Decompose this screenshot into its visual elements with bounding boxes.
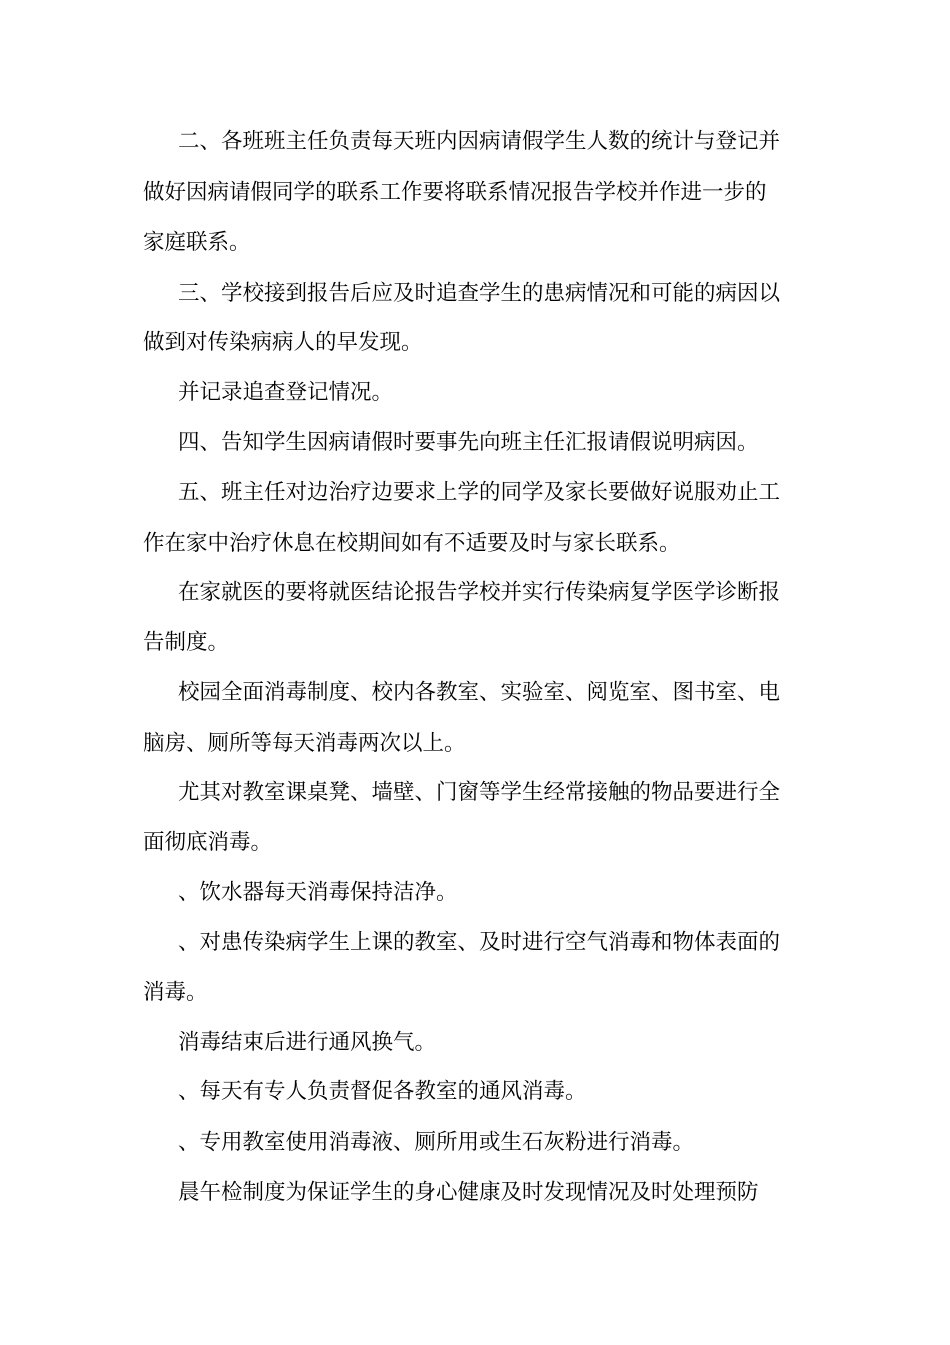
paragraph-line: 消毒结束后进行通风换气。 (178, 1030, 437, 1055)
paragraph-line: 做到对传染病病人的早发现。 (143, 330, 423, 355)
paragraph-line: 四、告知学生因病请假时要事先向班主任汇报请假说明病因。 (178, 430, 759, 455)
paragraph-line: 面彻底消毒。 (143, 830, 273, 855)
paragraph-line: 、专用教室使用消毒液、厕所用或生石灰粉进行消毒。 (178, 1130, 695, 1155)
paragraph-line: 三、学校接到报告后应及时追查学生的患病情况和可能的病因以 (178, 281, 781, 306)
paragraph-line: 二、各班班主任负责每天班内因病请假学生人数的统计与登记并 (178, 129, 781, 154)
paragraph-line: 告制度。 (143, 630, 230, 655)
paragraph-line: 作在家中治疗休息在校期间如有不适要及时与家长联系。 (143, 531, 681, 556)
paragraph-line: 、对患传染病学生上课的教室、及时进行空气消毒和物体表面的 (178, 930, 781, 955)
paragraph-line: 做好因病请假同学的联系工作要将联系情况报告学校并作进一步的 (143, 180, 767, 205)
paragraph-line: 消毒。 (143, 980, 208, 1005)
paragraph-line: 尤其对教室课桌凳、墙壁、门窗等学生经常接触的物品要进行全 (178, 780, 781, 805)
paragraph-line: 家庭联系。 (143, 230, 251, 255)
paragraph-line: 脑房、厕所等每天消毒两次以上。 (143, 731, 466, 756)
paragraph-line: 五、班主任对边治疗边要求上学的同学及家长要做好说服劝止工 (178, 480, 781, 505)
paragraph-line: 校园全面消毒制度、校内各教室、实验室、阅览室、图书室、电 (178, 680, 781, 705)
paragraph-line: 、每天有专人负责督促各教室的通风消毒。 (178, 1079, 587, 1104)
paragraph-line: 在家就医的要将就医结论报告学校并实行传染病复学医学诊断报 (178, 580, 781, 605)
paragraph-line: 、饮水器每天消毒保持洁净。 (178, 880, 458, 905)
paragraph-line: 晨午检制度为保证学生的身心健康及时发现情况及时处理预防 (178, 1180, 759, 1205)
paragraph-line: 并记录追查登记情况。 (178, 380, 394, 405)
